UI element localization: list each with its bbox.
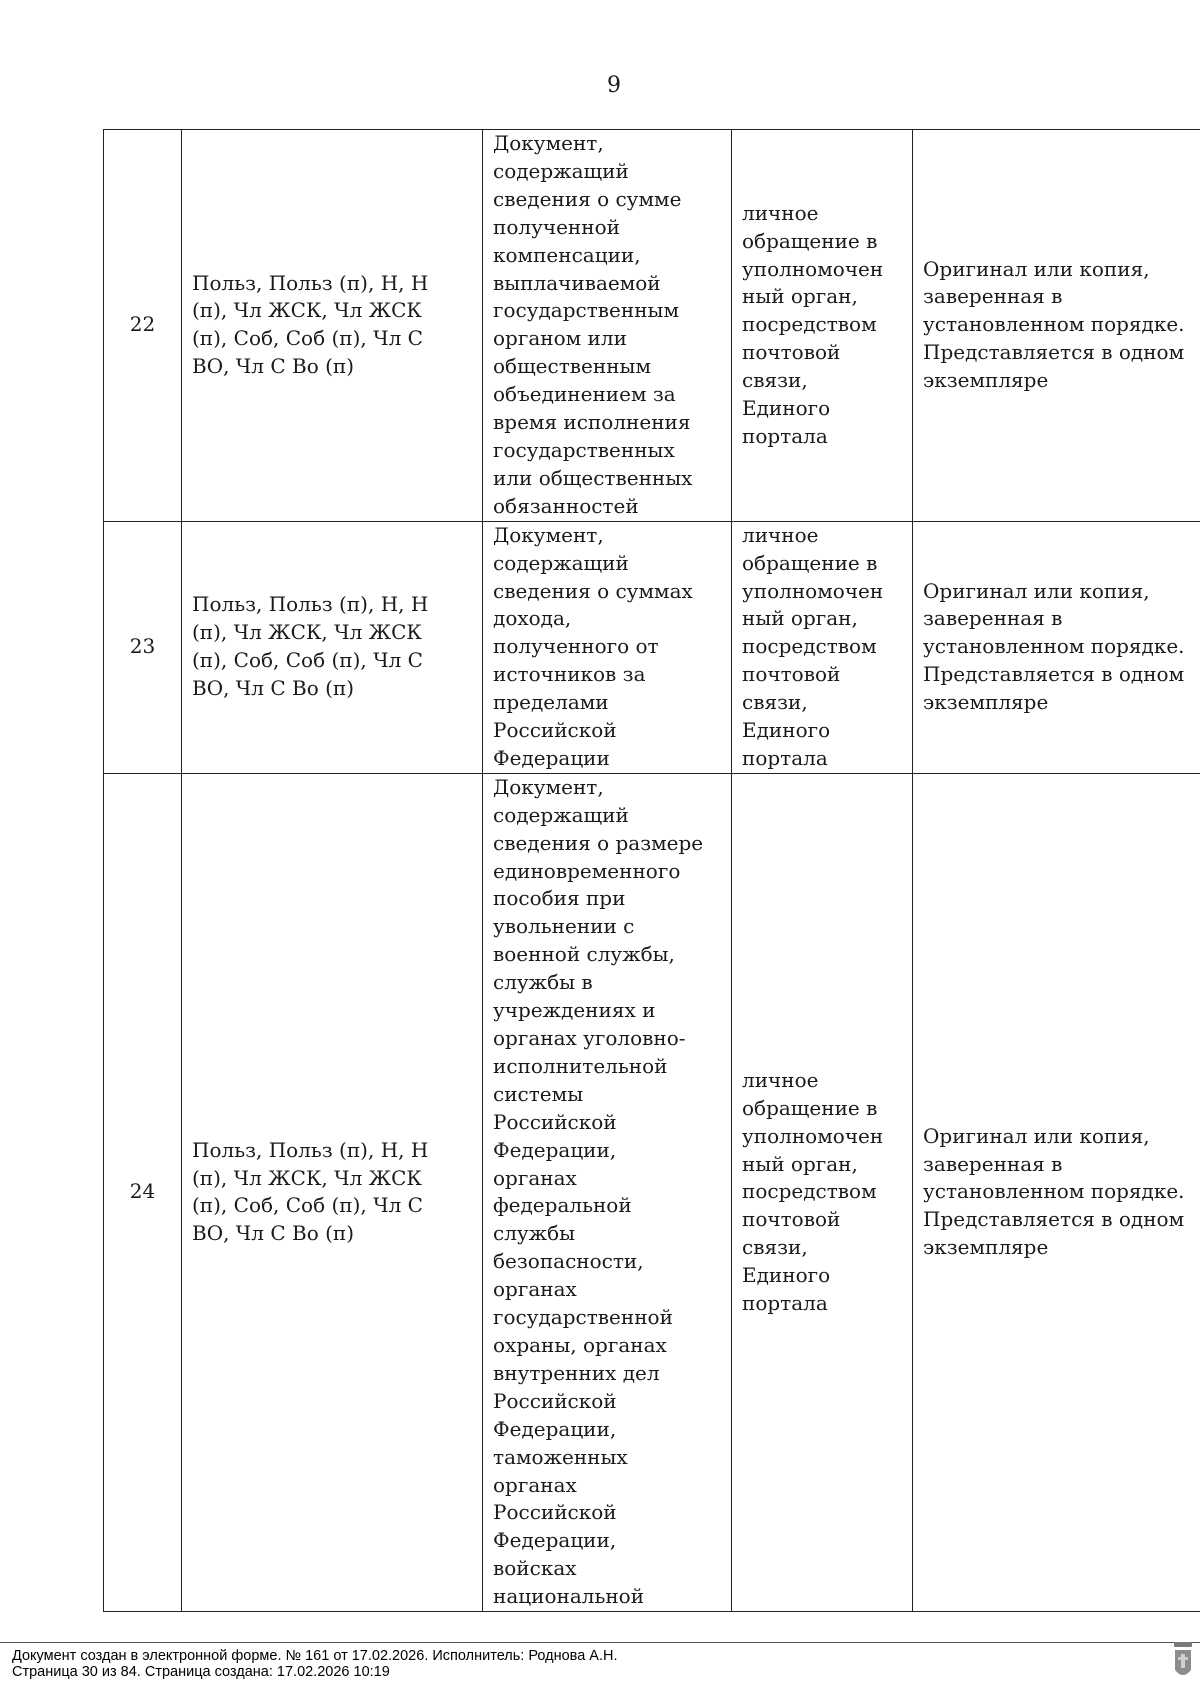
row-number: 22 <box>129 312 156 337</box>
row-number: 23 <box>129 634 156 659</box>
documents-table <box>103 129 1200 1612</box>
submission-method-cell <box>732 773 913 1611</box>
footer-document-info: Документ создан в электронной форме. № 161 от 17.02.2026. Исполнитель: Роднова А.Н. <box>12 1648 618 1664</box>
row-number-cell <box>104 521 182 773</box>
table-row <box>104 130 1200 522</box>
applicant-categories: Польз, Польз (п), Н, Н (п), Чл ЖСК, Чл ЖСК (п), Соб, Соб (п), Чл С ВО, Чл С Во (п) <box>192 1137 429 1246</box>
row-number: 24 <box>129 1179 156 1204</box>
applicant-categories-cell <box>182 521 483 773</box>
document-name: Документ, содержащий сведения о размере единовременного пособия при увольнении с военной службы, службы в учреждениях и органах уголовно- исполнительной системы Российской Федерации, органах федеральной службы безопасности, органах государственной охраны, органах внутренних дел Российской Федерации, таможенных органах Российской Федерации, войсках национальной <box>493 774 704 1609</box>
applicant-categories-cell <box>182 773 483 1611</box>
document-requirements: Оригинал или копия, заверенная в установленном порядке. Представляется в одном экземпляре <box>923 256 1185 393</box>
document-requirements: Оригинал или копия, заверенная в установленном порядке. Представляется в одном экземпляре <box>923 578 1185 715</box>
submission-method-cell <box>732 521 913 773</box>
table-row <box>104 521 1200 773</box>
document-name-cell <box>483 521 732 773</box>
applicant-categories: Польз, Польз (п), Н, Н (п), Чл ЖСК, Чл ЖСК (п), Соб, Соб (п), Чл С ВО, Чл С Во (п) <box>192 592 429 701</box>
submission-method: личное обращение в уполномочен ный орган, посредством почтовой связи, Единого портала <box>742 200 884 449</box>
document-name: Документ, содержащий сведения о сумме полученной компенсации, выплачиваемой государственным органом или общественным объединением за время исполнения государственных или общественных обязанностей <box>493 131 693 518</box>
footer <box>12 1648 618 1680</box>
document-name-cell <box>483 130 732 522</box>
page-number: 9 <box>607 73 621 98</box>
footer-divider <box>0 1642 1200 1643</box>
applicant-categories: Польз, Польз (п), Н, Н (п), Чл ЖСК, Чл ЖСК (п), Соб, Соб (п), Чл С ВО, Чл С Во (п) <box>192 270 429 379</box>
requirements-cell <box>913 773 1200 1611</box>
footer-page-info: Страница 30 из 84. Страница создана: 17.02.2026 10:19 <box>12 1664 390 1680</box>
row-number-cell <box>104 130 182 522</box>
document-requirements: Оригинал или копия, заверенная в установленном порядке. Представляется в одном экземпляре <box>923 1123 1185 1260</box>
submission-method: личное обращение в уполномочен ный орган, посредством почтовой связи, Единого портала <box>742 1067 884 1316</box>
submission-method: личное обращение в уполномочен ный орган, посредством почтовой связи, Единого портала <box>742 522 884 770</box>
requirements-cell <box>913 521 1200 773</box>
requirements-cell <box>913 130 1200 522</box>
row-number-cell <box>104 773 182 1611</box>
document-name: Документ, содержащий сведения о суммах дохода, полученного от источников за пределами Российской Федерации <box>493 522 693 770</box>
applicant-categories-cell <box>182 130 483 522</box>
table-row <box>104 773 1200 1611</box>
submission-method-cell <box>732 130 913 522</box>
document-name-cell <box>483 773 732 1611</box>
crest-icon <box>1171 1640 1195 1684</box>
